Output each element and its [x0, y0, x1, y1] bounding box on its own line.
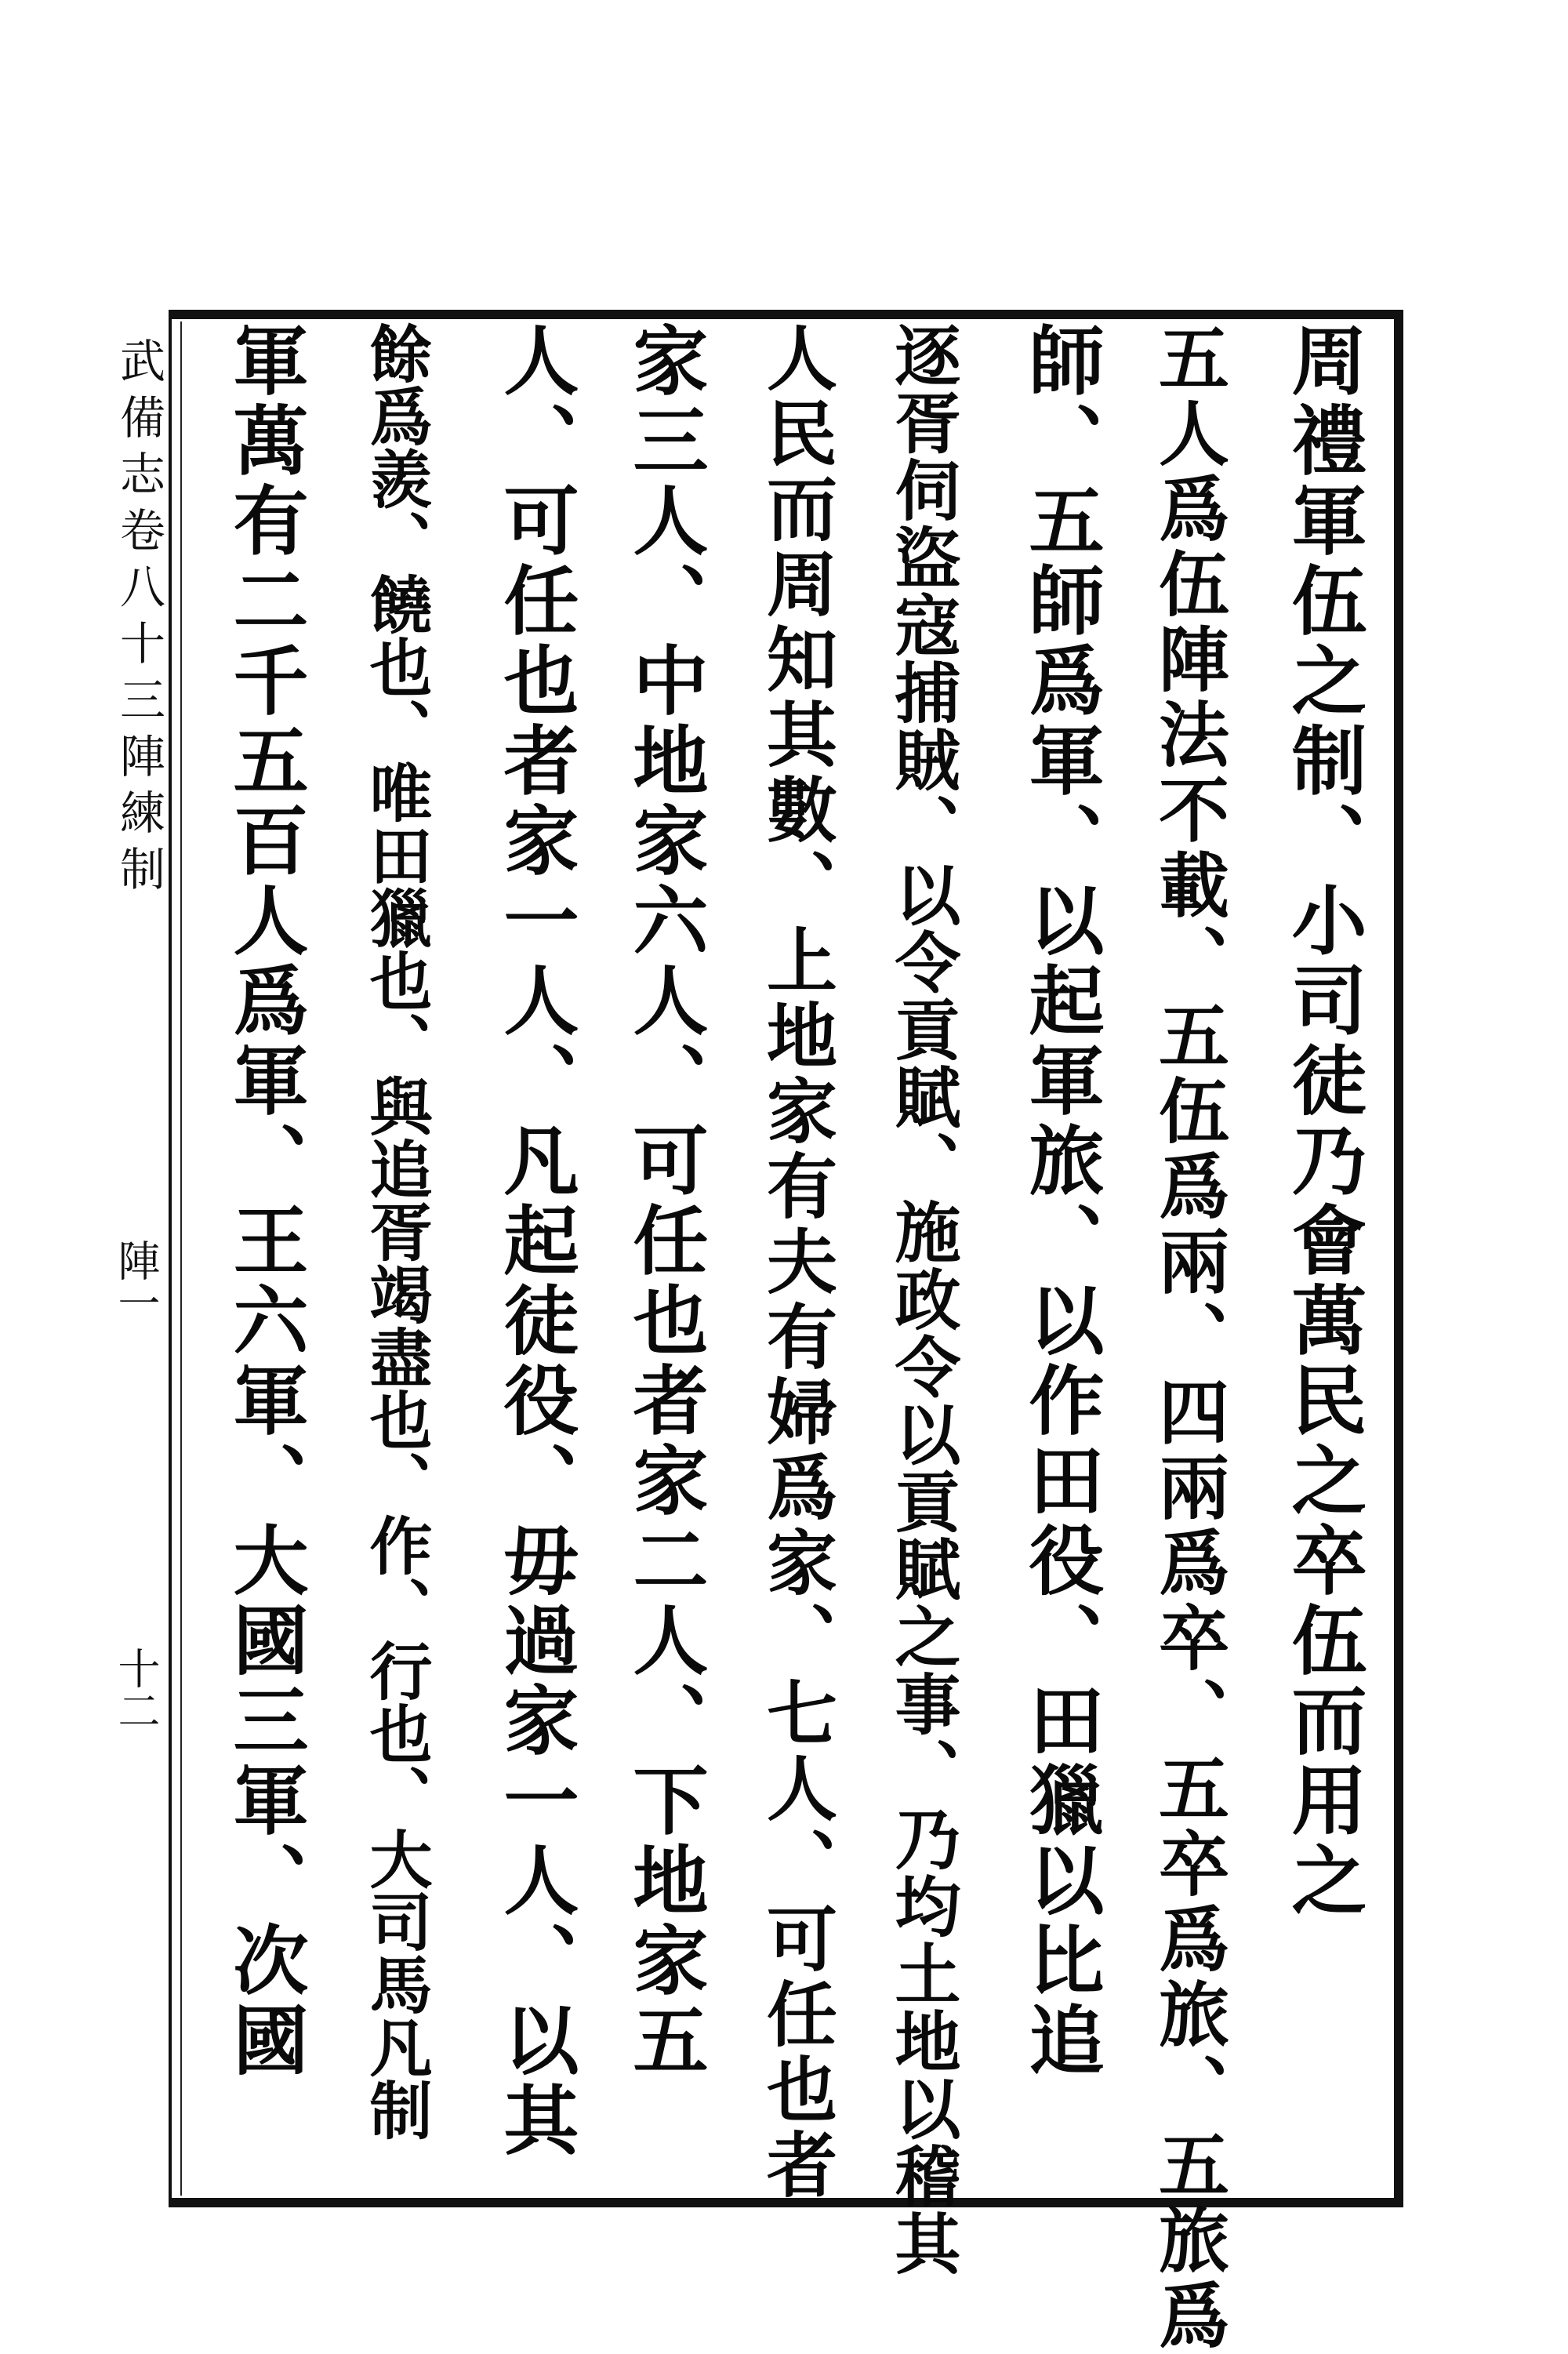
text-column-5: 人民而周知其數、上地家有夫有婦爲家、七人、可任也者	[754, 321, 837, 2203]
margin-section: 陣一	[111, 1239, 161, 1324]
text-column-1: 周禮軍伍之制、小司徒乃會萬民之卒伍而用之	[1279, 321, 1368, 1921]
text-column-4: 逐胥伺盜寇捕賊、以令貢賦、施政令以貢賦之事、乃均土地以稽其	[884, 321, 962, 2277]
column-rule	[180, 321, 182, 2196]
text-column-9: 軍萬有二千五百人爲軍、王六軍、大國三軍、次國	[221, 321, 310, 2081]
text-column-3: 師、五師爲軍、以起軍旅、以作田役、田獵以比追	[1017, 321, 1105, 2081]
text-column-7: 人、可任也者家一人、凡起徒役、毋過家一人、以其	[492, 321, 580, 2161]
text-column-6: 家三人、中地家六人、可任也者家二人、下地家五	[621, 321, 710, 2081]
margin-title: 武備志卷八十三陣練制	[112, 337, 165, 902]
margin-page-number: 十二	[111, 1647, 161, 1731]
text-column-8: 餘爲羨、饒也、唯田獵也、與追胥竭盡也、作、行也、大司馬凡制	[359, 321, 433, 2141]
text-column-2: 五人爲伍陣法不載、五伍爲兩、四兩爲卒、五卒爲旅、五旅爲	[1146, 321, 1229, 2354]
